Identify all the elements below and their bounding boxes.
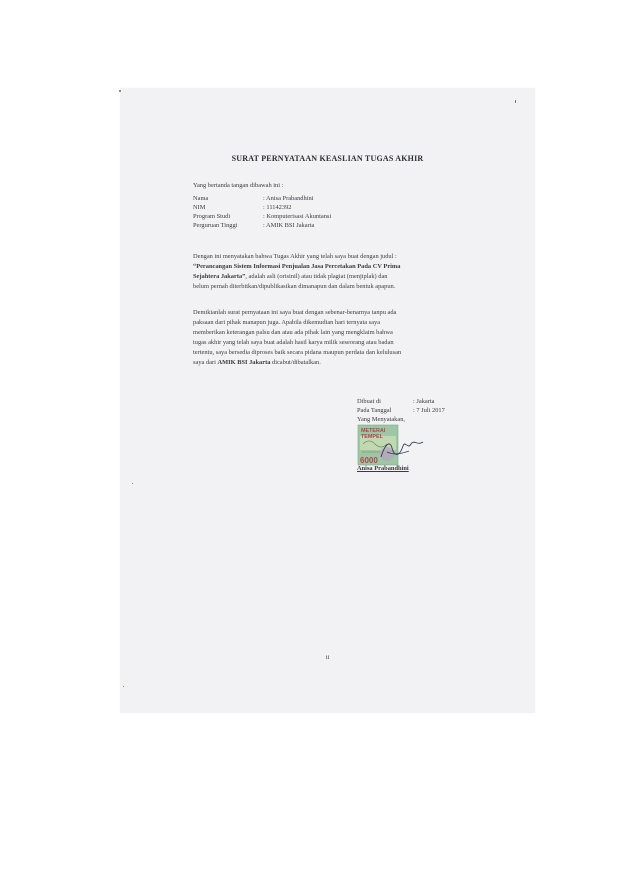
institution-name: AMIK BSI Jakarta (217, 359, 271, 366)
statement-line3: belum pernah diterbitkan/dipublikasikan dimanapun dan dalam bentuk apapun. (193, 283, 396, 290)
document-title: SURAT PERNYATAAN KEASLIAN TUGAS AKHIR (231, 154, 424, 163)
scan-speck (515, 100, 516, 103)
date-label: Pada Tanggal (357, 407, 392, 414)
closing-line6-post: dicabut/dibatalkan. (270, 359, 321, 366)
scan-speck (123, 686, 124, 687)
closing-line6-pre: saya dari (193, 359, 218, 366)
closing-line1: Demikianlah surat pernyataan ini saya buat dengan sebenar-benarnya tanpu ada (193, 309, 397, 316)
date-value: : 7 Juli 2017 (413, 407, 445, 414)
field-value-nama: : Anisa Prabandhini (263, 195, 313, 202)
stamp-value: 6000 (360, 456, 378, 465)
stamp-and-signature (357, 424, 427, 466)
document-page (120, 88, 535, 713)
scan-speck (132, 483, 133, 484)
signer-name: Anisa Prabandhini (357, 465, 409, 472)
thesis-title-line2: Sejahtera Jakarta” (193, 273, 246, 280)
page-number: ii (325, 654, 330, 661)
statement-paragraph (193, 252, 483, 292)
intro-text: Yang bertanda tangan dibawah ini : (193, 182, 284, 189)
declarant-label: Yang Menyatakan, (357, 416, 405, 423)
closing-line2: paksaan dari pihak manapun juga. Apabila dikemudian hari ternyata saya (193, 319, 381, 326)
closing-line6 (193, 358, 483, 368)
field-label-perguruan-tinggi: Perguruan Tinggi (193, 222, 238, 229)
statement-lead: Dengan ini menyatakan bahwa Tugas Akhir yang telah saya buat dengan judul : (193, 253, 397, 260)
field-label-nim: NIM (193, 204, 206, 211)
field-label-program-studi: Program Studi (193, 213, 231, 220)
field-value-perguruan-tinggi: : AMIK BSI Jakarta (263, 222, 314, 229)
thesis-title-line1: “Perancangan Sistem Informasi Penjualan Jasa Percetakan Pada CV Prima (193, 263, 401, 270)
field-label-nama: Nama (193, 195, 209, 202)
closing-paragraph (193, 308, 483, 368)
closing-line4: tugas akhir yang telah saya buat adalah hasil karya milik seseorang atau badan (193, 339, 394, 346)
field-value-nim: : 11142392 (263, 204, 291, 211)
field-value-program-studi: : Komputerisasi Akuntansi (263, 213, 331, 220)
closing-line3: memberikan keterangan palsu dan atau ada pihak lain yang mengklaim bahwa (193, 329, 393, 336)
closing-line5: tertentu, saya bersedia diproses baik secara pidana maupun perdata dan kelulusan (193, 349, 402, 356)
made-at-label: Dibuat di (357, 398, 381, 405)
stamp-line1: METERAI (361, 428, 386, 434)
scan-speck (119, 90, 121, 92)
stamp-line2: TEMPEL (361, 434, 383, 440)
made-at-value: : Jakarta (413, 398, 434, 405)
statement-rest: , adalah asli (orisinil) atau tidak plagiat (menjiplak) dan (245, 273, 388, 280)
statement-line2 (193, 272, 483, 282)
